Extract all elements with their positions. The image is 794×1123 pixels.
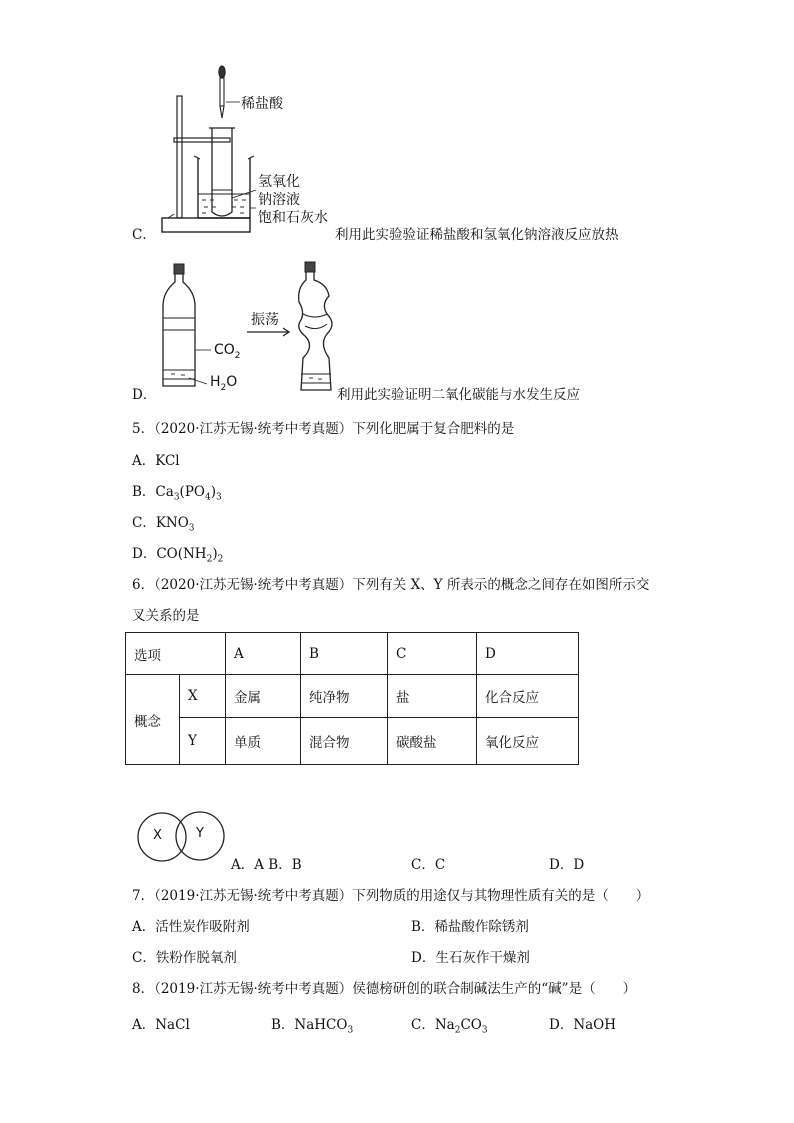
venn-x-label: X — [153, 828, 162, 843]
h2o-label — [210, 375, 237, 393]
option-c-text: 利用此实验验证稀盐酸和氢氧化钠溶液反应放热 — [335, 227, 619, 243]
table-y-label: Y — [180, 718, 226, 765]
q7-stem: 7．（2019·江苏无锡·统考中考真题）下列物质的用途仅与其物理性质有关的是（ ） — [132, 888, 650, 904]
q6-option-c: C．C — [411, 857, 446, 873]
h2o-subscript: 2 — [220, 382, 227, 393]
q7-option-d: D．生石灰作干燥剂 — [411, 950, 530, 966]
o-text: O — [226, 374, 238, 390]
table-x-d: 化合反应 — [477, 675, 579, 718]
option-d-label: D． — [132, 387, 157, 403]
q5-option-a: A．KCl — [132, 453, 180, 469]
table-y-d: 氧化反应 — [477, 718, 579, 765]
table-col-b: B — [301, 633, 388, 675]
table-x-label: X — [180, 675, 226, 718]
q6-stem-line2: 叉关系的是 — [132, 608, 200, 624]
table-x-a: 金属 — [226, 675, 301, 718]
q5-option-c: C．$KNO_3$ — [132, 515, 195, 534]
q8-option-b: B．NaHCO$_3$ — [271, 1017, 354, 1036]
venn-y-label: Y — [196, 826, 204, 841]
q8-option-c: C．$Na_2CO_3$ — [411, 1017, 488, 1036]
q6-options-table — [125, 632, 579, 765]
q5-option-d: D．$CO(NH_2)_2$ — [132, 546, 224, 565]
q6-stem-line1: 6．（2020·江苏无锡·统考中考真题）下列有关 X、Y 所表示的概念之间存在如图所示交 — [132, 577, 650, 593]
q7-option-a: A．活性炭作吸附剂 — [132, 919, 250, 935]
table-y-a: 单质 — [226, 718, 301, 765]
q6-options-ab: A．A B．B — [231, 857, 302, 873]
co2-subscript: 2 — [234, 350, 241, 361]
table-col-c: C — [388, 633, 477, 675]
q8-option-d: D．NaOH — [549, 1017, 617, 1033]
q7-option-b: B．稀盐酸作除锈剂 — [411, 919, 529, 935]
table-col-a: A — [226, 633, 301, 675]
inner-solution-label-1: 氢氧化 — [258, 174, 300, 190]
option-c-label: C． — [132, 227, 156, 243]
co2-label — [214, 343, 241, 361]
inner-solution-label-2: 钠溶液 — [258, 192, 300, 208]
table-y-c: 碳酸盐 — [388, 718, 477, 765]
q5-option-b: B．$Ca_3(PO_4)_3$ — [132, 484, 222, 503]
bottle-figure — [155, 258, 345, 398]
venn-diagram — [136, 810, 230, 866]
q6-option-d: D．D — [549, 857, 585, 873]
table-x-c: 盐 — [388, 675, 477, 718]
table-header-cell: 选项 — [126, 633, 226, 675]
table-y-b: 混合物 — [301, 718, 388, 765]
dropper-label: 稀盐酸 — [241, 96, 283, 112]
table-x-b: 纯净物 — [301, 675, 388, 718]
outer-solution-label: 饱和石灰水 — [258, 210, 328, 226]
option-d-text: 利用此实验证明二氧化碳能与水发生反应 — [337, 387, 580, 403]
co2-text: CO — [214, 342, 235, 358]
q8-option-a: A．NaCl — [132, 1017, 190, 1033]
table-col-d: D — [477, 633, 579, 675]
q7-option-c: C．铁粉作脱氧剂 — [132, 950, 237, 966]
table-row-group: 概念 — [126, 675, 180, 765]
q5-stem: 5．（2020·江苏无锡·统考中考真题）下列化肥属于复合肥料的是 — [132, 421, 515, 437]
shake-label: 振荡 — [251, 312, 279, 328]
h-text: H — [210, 374, 221, 390]
q8-stem: 8．（2019·江苏无锡·统考中考真题）侯德榜研创的联合制碱法生产的“碱”是（ ） — [132, 981, 637, 997]
